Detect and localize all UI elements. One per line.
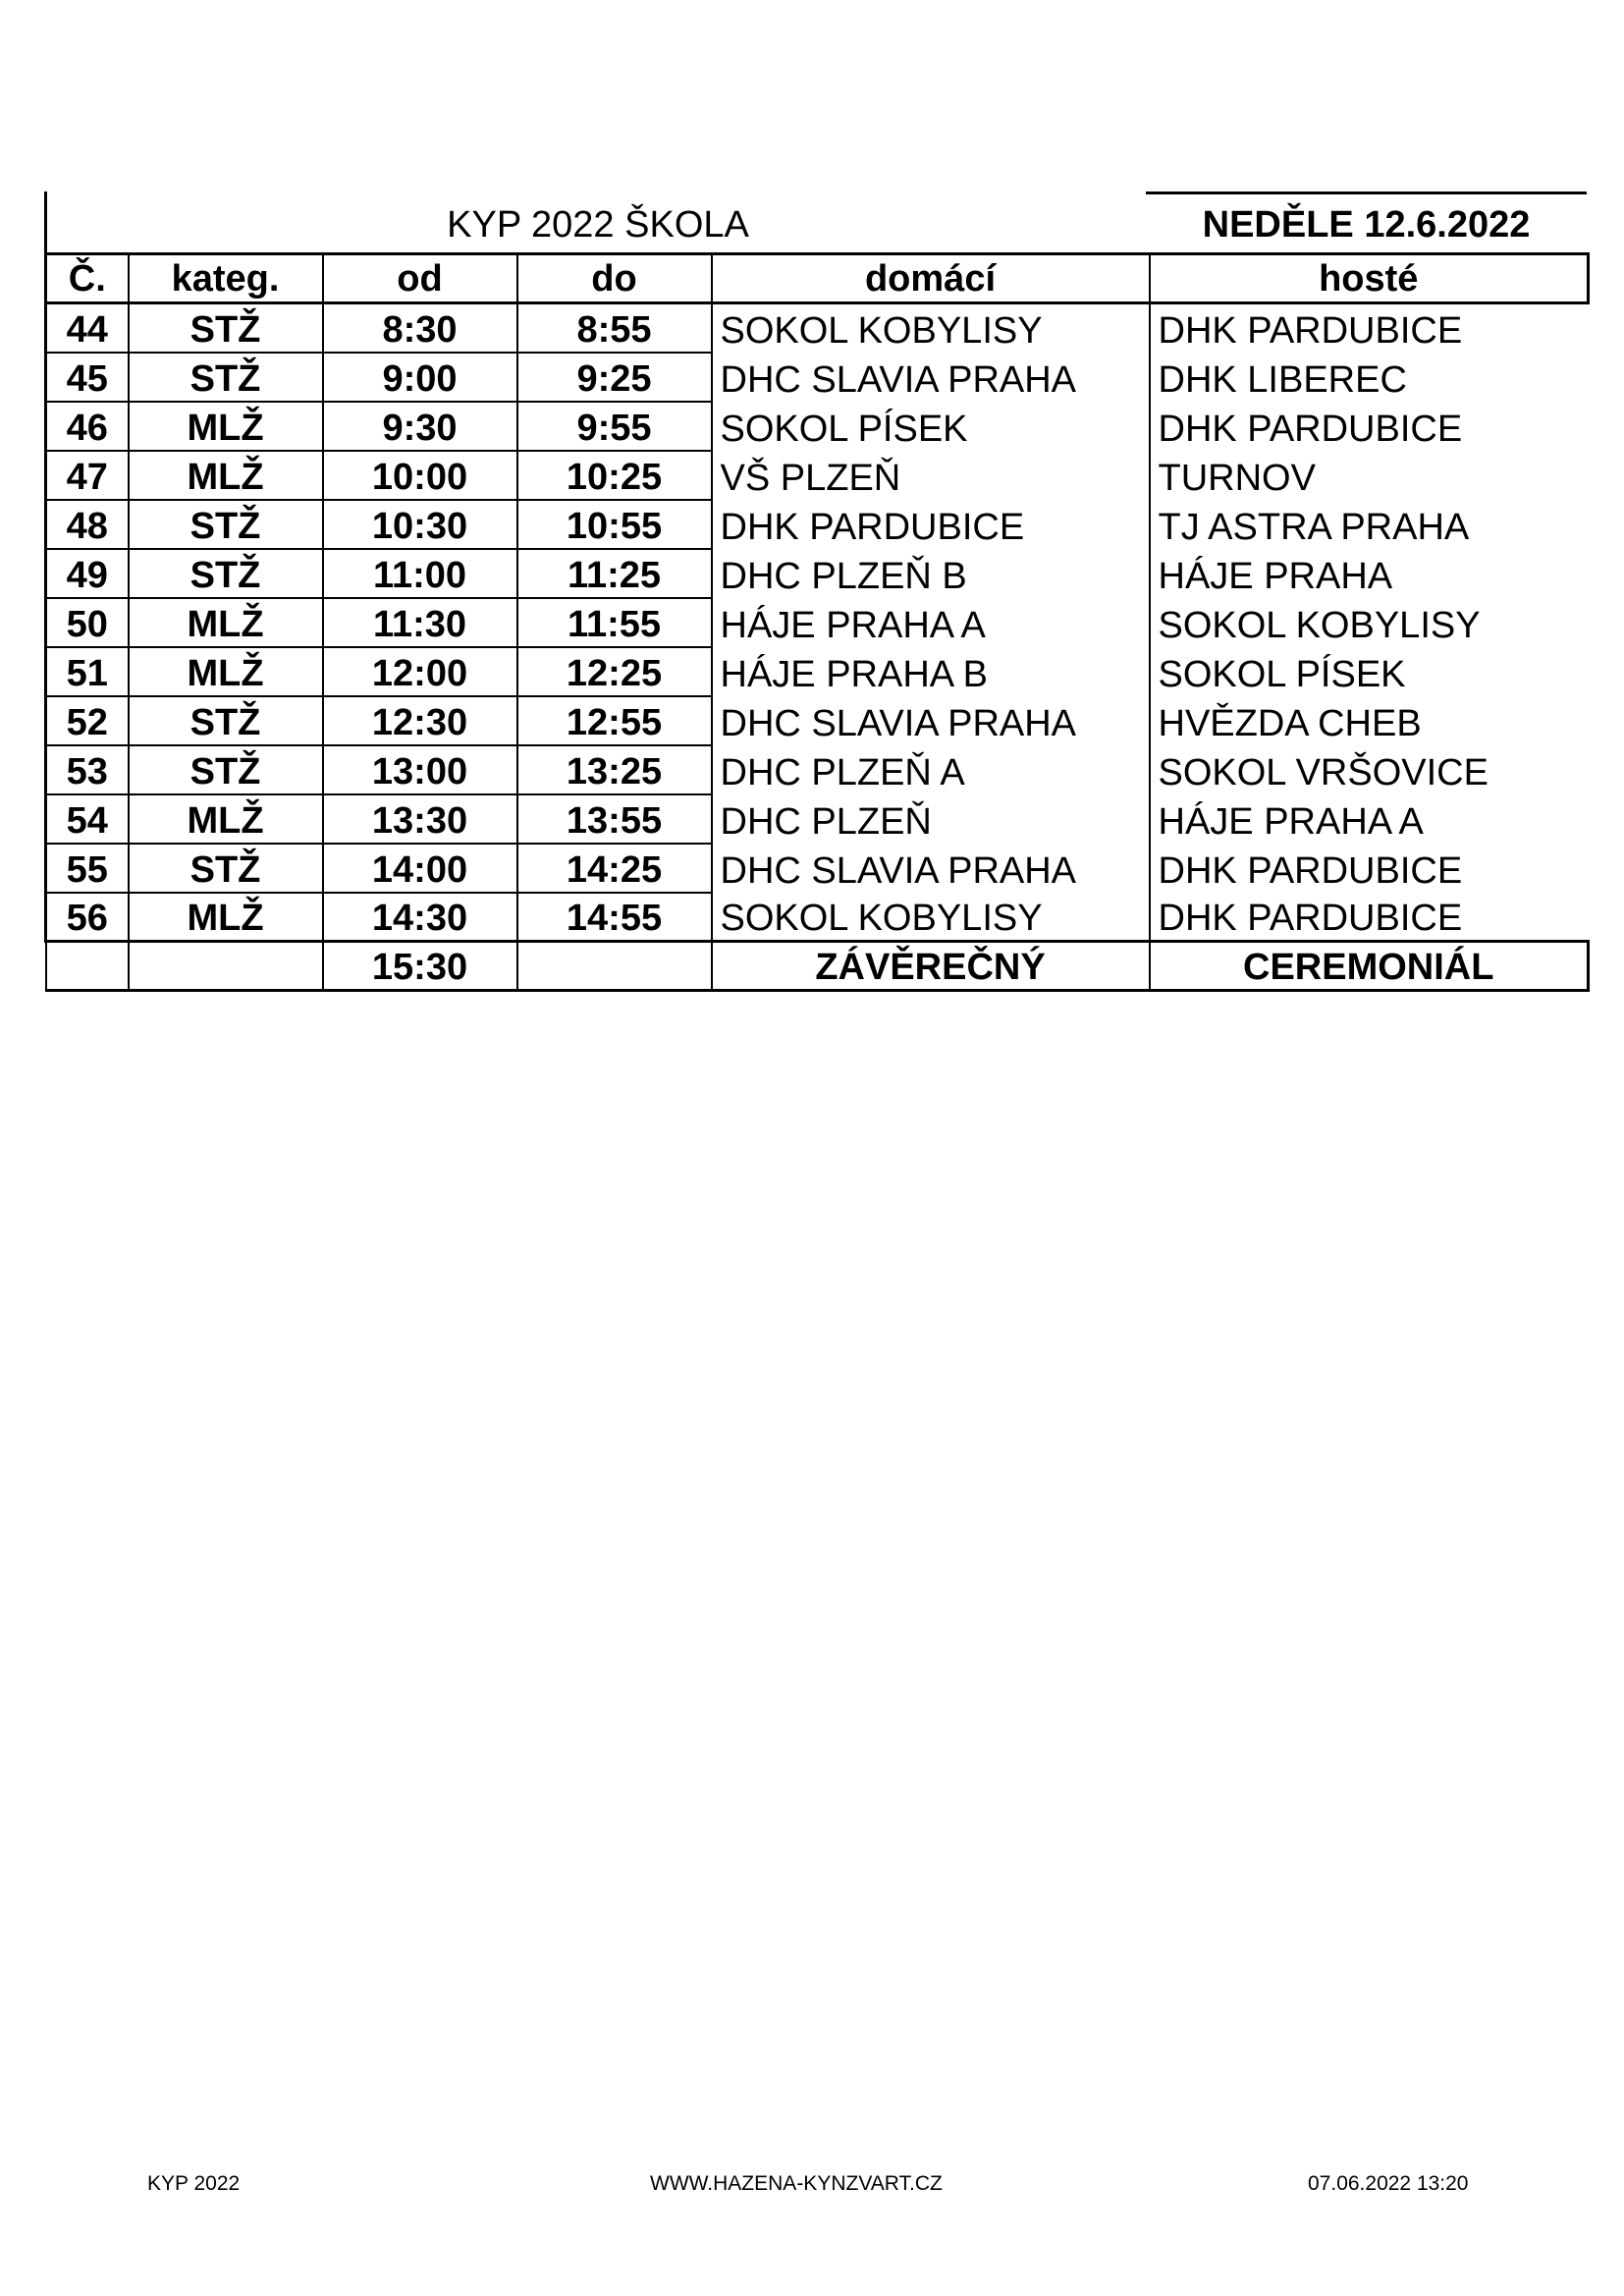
final-from-cell: 15:30	[323, 942, 517, 991]
match-row	[46, 402, 1589, 451]
match-row	[46, 549, 1589, 598]
final-home-cell: ZÁVĚREČNÝ	[712, 942, 1150, 991]
match-number-cell: 47	[46, 451, 129, 500]
start-time-cell: 10:30	[323, 500, 517, 549]
category-cell: MLŽ	[129, 647, 323, 696]
final-row	[46, 942, 1589, 991]
match-number-cell: 44	[46, 303, 129, 353]
start-time-cell: 12:30	[323, 696, 517, 745]
guest-team-cell: SOKOL PÍSEK	[1150, 647, 1589, 696]
home-team-cell: DHC PLZEŇ B	[712, 549, 1150, 598]
category-cell: STŽ	[129, 303, 323, 353]
schedule-sheet	[44, 191, 1587, 992]
match-row	[46, 303, 1589, 353]
start-time-cell: 12:00	[323, 647, 517, 696]
category-cell: MLŽ	[129, 794, 323, 844]
category-cell: STŽ	[129, 696, 323, 745]
category-cell: MLŽ	[129, 598, 323, 647]
end-time-cell: 9:25	[517, 353, 712, 402]
header-row	[46, 254, 1589, 303]
match-row	[46, 844, 1589, 893]
start-time-cell: 9:30	[323, 402, 517, 451]
guest-team-cell: TURNOV	[1150, 451, 1589, 500]
home-team-cell: DHC SLAVIA PRAHA	[712, 353, 1150, 402]
home-team-cell: DHC SLAVIA PRAHA	[712, 844, 1150, 893]
start-time-cell: 13:30	[323, 794, 517, 844]
guest-team-cell: DHK PARDUBICE	[1150, 893, 1589, 942]
category-cell: STŽ	[129, 500, 323, 549]
col-from-header: od	[323, 254, 517, 303]
col-guest-header: hosté	[1150, 254, 1589, 303]
match-rows	[46, 303, 1589, 942]
match-number-cell: 46	[46, 402, 129, 451]
match-number-cell: 52	[46, 696, 129, 745]
footer-timestamp: 07.06.2022 13:20	[1308, 2172, 1469, 2195]
match-row	[46, 794, 1589, 844]
col-to-header: do	[517, 254, 712, 303]
home-team-cell: DHC PLZEŇ A	[712, 745, 1150, 794]
match-number-cell: 56	[46, 893, 129, 942]
match-number-cell: 53	[46, 745, 129, 794]
footer-website: WWW.HAZENA-KYNZVART.CZ	[650, 2172, 943, 2195]
category-cell: STŽ	[129, 844, 323, 893]
category-cell: STŽ	[129, 549, 323, 598]
home-team-cell: SOKOL PÍSEK	[712, 402, 1150, 451]
col-category-header: kateg.	[129, 254, 323, 303]
category-cell: STŽ	[129, 745, 323, 794]
start-time-cell: 13:00	[323, 745, 517, 794]
guest-team-cell: DHK PARDUBICE	[1150, 402, 1589, 451]
start-time-cell: 11:00	[323, 549, 517, 598]
guest-team-cell: HÁJE PRAHA A	[1150, 794, 1589, 844]
category-cell: MLŽ	[129, 893, 323, 942]
start-time-cell: 8:30	[323, 303, 517, 353]
home-team-cell: HÁJE PRAHA B	[712, 647, 1150, 696]
date-cell	[1146, 191, 1587, 252]
home-team-cell: VŠ PLZEŇ	[712, 451, 1150, 500]
match-number-cell: 51	[46, 647, 129, 696]
end-time-cell: 9:55	[517, 402, 712, 451]
home-team-cell: DHK PARDUBICE	[712, 500, 1150, 549]
end-time-cell: 10:55	[517, 500, 712, 549]
end-time-cell: 11:25	[517, 549, 712, 598]
end-time-cell: 13:55	[517, 794, 712, 844]
final-category-cell	[129, 942, 323, 991]
title-cell	[44, 191, 1149, 252]
home-team-cell: SOKOL KOBYLISY	[712, 303, 1150, 353]
category-cell: MLŽ	[129, 402, 323, 451]
schedule-title: KYP 2022 ŠKOLA	[447, 204, 749, 246]
match-number-cell: 48	[46, 500, 129, 549]
footer-left: KYP 2022	[147, 2172, 241, 2195]
match-row	[46, 696, 1589, 745]
end-time-cell: 12:25	[517, 647, 712, 696]
match-table	[44, 252, 1590, 992]
schedule-date: NEDĚLE 12.6.2022	[1202, 204, 1531, 246]
end-time-cell: 8:55	[517, 303, 712, 353]
match-row	[46, 647, 1589, 696]
category-cell: STŽ	[129, 353, 323, 402]
end-time-cell: 10:25	[517, 451, 712, 500]
match-row	[46, 500, 1589, 549]
guest-team-cell: HÁJE PRAHA	[1150, 549, 1589, 598]
home-team-cell: DHC SLAVIA PRAHA	[712, 696, 1150, 745]
guest-team-cell: DHK LIBEREC	[1150, 353, 1589, 402]
end-time-cell: 14:25	[517, 844, 712, 893]
start-time-cell: 10:00	[323, 451, 517, 500]
home-team-cell: SOKOL KOBYLISY	[712, 893, 1150, 942]
guest-team-cell: DHK PARDUBICE	[1150, 844, 1589, 893]
match-row	[46, 353, 1589, 402]
start-time-cell: 14:00	[323, 844, 517, 893]
end-time-cell: 14:55	[517, 893, 712, 942]
end-time-cell: 11:55	[517, 598, 712, 647]
final-guest-cell: CEREMONIÁL	[1150, 942, 1589, 991]
guest-team-cell: SOKOL VRŠOVICE	[1150, 745, 1589, 794]
match-row	[46, 598, 1589, 647]
title-row	[44, 191, 1587, 252]
match-row	[46, 893, 1589, 942]
match-number-cell: 49	[46, 549, 129, 598]
home-team-cell: HÁJE PRAHA A	[712, 598, 1150, 647]
match-number-cell: 54	[46, 794, 129, 844]
match-number-cell: 55	[46, 844, 129, 893]
guest-team-cell: SOKOL KOBYLISY	[1150, 598, 1589, 647]
category-cell: MLŽ	[129, 451, 323, 500]
start-time-cell: 14:30	[323, 893, 517, 942]
end-time-cell: 13:25	[517, 745, 712, 794]
match-row	[46, 745, 1589, 794]
final-to-cell	[517, 942, 712, 991]
match-number-cell: 50	[46, 598, 129, 647]
start-time-cell: 11:30	[323, 598, 517, 647]
guest-team-cell: TJ ASTRA PRAHA	[1150, 500, 1589, 549]
guest-team-cell: DHK PARDUBICE	[1150, 303, 1589, 353]
match-number-cell: 45	[46, 353, 129, 402]
col-home-header: domácí	[712, 254, 1150, 303]
match-row	[46, 451, 1589, 500]
final-number-cell	[46, 942, 129, 991]
start-time-cell: 9:00	[323, 353, 517, 402]
end-time-cell: 12:55	[517, 696, 712, 745]
guest-team-cell: HVĚZDA CHEB	[1150, 696, 1589, 745]
col-number-header: Č.	[46, 254, 129, 303]
home-team-cell: DHC PLZEŇ	[712, 794, 1150, 844]
